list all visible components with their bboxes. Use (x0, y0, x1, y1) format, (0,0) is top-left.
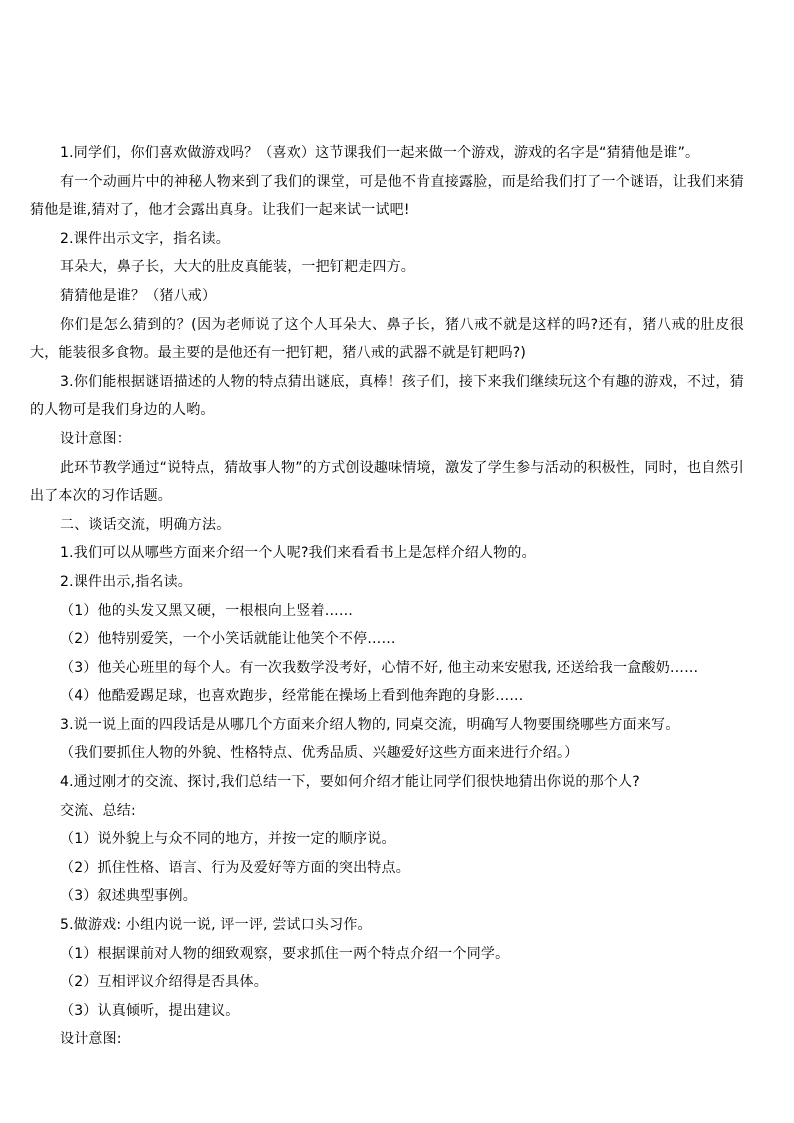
paragraph-1: 1.同学们，你们喜欢做游戏吗？（喜欢）这节课我们一起来做一个游戏，游戏的名字是“猜猜他是谁”。 (60, 145, 700, 161)
paragraph-12: 2.课件出示,指名读。 (60, 573, 193, 590)
paragraph-24: 5.做游戏: 小组内说一说, 评一评, 尝试口头习作。 (60, 917, 372, 934)
paragraph-4: 耳朵大，鼻子长，大大的肚皮真能装，一把钉耙走四方。 (60, 259, 415, 276)
paragraph-7: 3.你们能根据谜语描述的人物的特点猜出谜底，真棒！孩子们，接下来我们继续玩这个有趣的游戏，不过，猜的人物可是我们身边的人哟。 (30, 373, 744, 419)
paragraph-15: （3）他关心班里的每个人。有一次我数学没考好，心情不好, 他主动来安慰我, 还送给我一盒酸奶…… (60, 659, 699, 676)
lesson-plan-body (30, 139, 744, 1054)
paragraph-17: 3.说一说上面的四段话是从哪几个方面来介绍人物的, 同桌交流，明确写人物要围绕哪些方面来写。 (60, 716, 680, 733)
paragraph-25: （1）根据课前对人物的细致观察，要求抓住一两个特点介绍一个同学。 (60, 945, 510, 962)
paragraph-16: （4）他酷爱踢足球，也喜欢跑步，经常能在操场上看到他奔跑的身影…… (60, 688, 524, 705)
paragraph-9: 此环节教学通过“说特点，猜故事人物”的方式创设趣味情境，激发了学生参与活动的积极性，同时，也自然引出了本次的习作话题。 (30, 459, 744, 505)
paragraph-28: 设计意图: (60, 1031, 122, 1048)
paragraph-27: （3）认真倾听，提出建议。 (60, 1002, 240, 1019)
paragraph-5: 猜猜他是谁？（猪八戒） (60, 287, 217, 304)
paragraph-23: （3）叙述典型事例。 (60, 888, 197, 905)
paragraph-3: 2.课件出示文字，指名读。 (60, 230, 230, 247)
paragraph-21: （1）说外貌上与众不同的地方，并按一定的顺序说。 (60, 831, 396, 848)
paragraph-10: 二、谈话交流，明确方法。 (60, 516, 231, 533)
paragraph-18: （我们要抓住人物的外貌、性格特点、优秀品质、兴趣爱好这些方面来进行介绍。） (60, 745, 579, 762)
paragraph-26: （2）互相评议介绍得是否具体。 (60, 974, 268, 991)
paragraph-6: 你们是怎么猜到的？(因为老师说了这个人耳朵大、鼻子长，猪八戒不就是这样的吗?还有，猪八戒的肚皮很大，能装很多食物。最主要的是他还有一把钉耙，猪八戒的武器不就是钉耙吗?) (30, 316, 744, 362)
paragraph-11: 1.我们可以从哪些方面来介绍一个人呢?我们来看看书上是怎样介绍人物的。 (60, 545, 536, 562)
paragraph-22: （2）抓住性格、语言、行为及爱好等方面的突出特点。 (60, 859, 410, 876)
paragraph-13: （1）他的头发又黑又硬，一根根向上竖着…… (60, 602, 354, 619)
paragraph-14: （2）他特别爱笑，一个小笑话就能让他笑个不停…… (60, 631, 396, 648)
paragraph-19: 4.通过刚才的交流、探讨,我们总结一下，要如何介绍才能让同学们很快地猜出你说的那个人? (60, 774, 640, 791)
paragraph-20: 交流、总结: (60, 802, 136, 819)
paragraph-8: 设计意图： (60, 430, 131, 447)
paragraph-2: 有一个动画片中的神秘人物来到了我们的课堂，可是他不肯直接露脸，而是给我们打了一个谜语，让我们来猜猜他是谁,猜对了，他才会露出真身。让我们一起来试一试吧! (30, 173, 744, 219)
